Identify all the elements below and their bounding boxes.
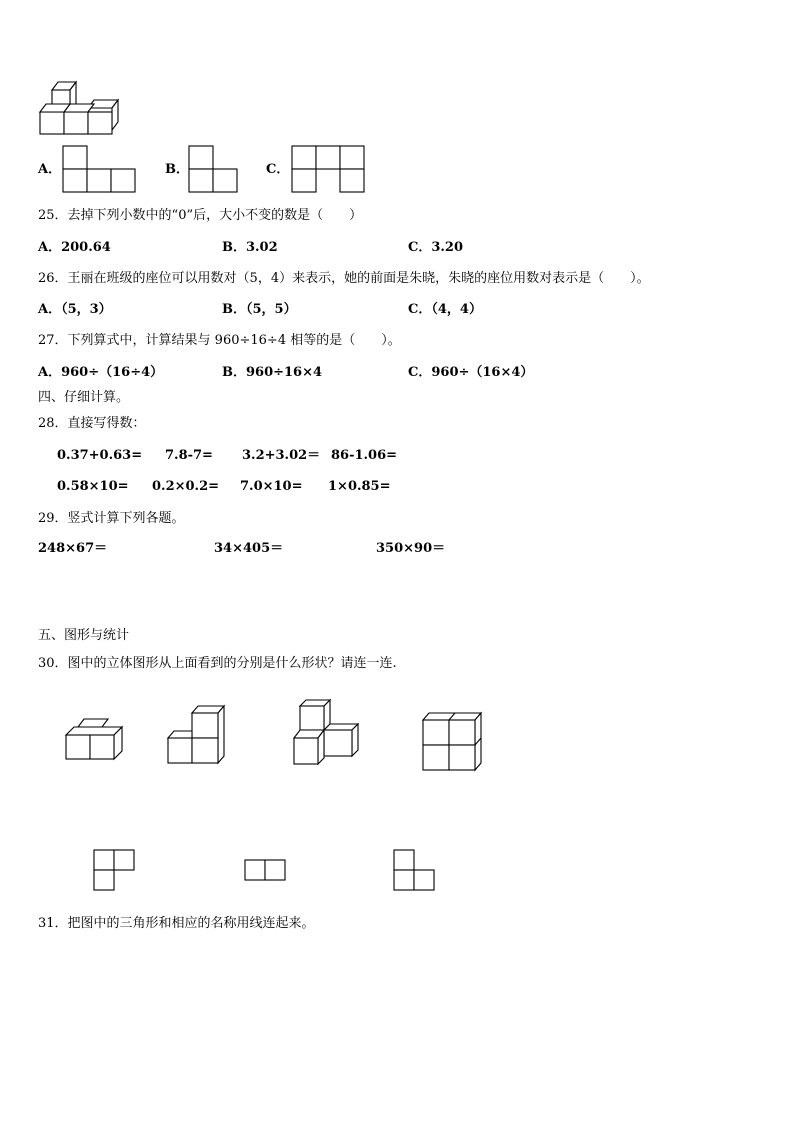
q28-item[interactable]: 0.2×0.2= [152, 479, 220, 494]
q26-option-a[interactable]: A．（5，3） [38, 302, 112, 317]
q28-item[interactable]: 3.2+3.02＝ [242, 448, 321, 463]
q28-item[interactable]: 0.37+0.63= [57, 448, 143, 463]
q29-item[interactable]: 248×67＝ [38, 541, 108, 556]
q30-top-view-2[interactable] [244, 859, 288, 883]
q24-option-c-label[interactable]: C． [266, 162, 290, 177]
q30-top-view-1[interactable] [93, 849, 137, 891]
q24-option-c-shape[interactable] [291, 145, 367, 193]
q28-item[interactable]: 86-1.06= [331, 448, 398, 463]
q27-option-b[interactable]: B．960÷16×4 [222, 365, 323, 380]
q26-option-c[interactable]: C．（4，4） [408, 302, 482, 317]
q28-item[interactable]: 0.58×10= [57, 479, 129, 494]
q28-item[interactable]: 7.8-7= [165, 448, 213, 463]
section-4-title: 四、仔细计算。 [38, 390, 130, 405]
q25-option-a[interactable]: A．200.64 [38, 240, 111, 255]
q31-stem: 31．把图中的三角形和相应的名称用线连起来。 [38, 916, 315, 931]
q30-top-view-3[interactable] [393, 849, 437, 891]
q30-solid-4[interactable] [421, 711, 485, 773]
q27-option-c[interactable]: C．960÷（16×4） [408, 365, 534, 380]
q29-item[interactable]: 350×90＝ [376, 541, 446, 556]
q25-stem: 25．去掉下列小数中的“0”后，大小不变的数是（ ） [38, 208, 363, 223]
q29-stem: 29．竖式计算下列各题。 [38, 511, 185, 526]
q30-solid-3[interactable] [292, 698, 362, 768]
q25-option-c[interactable]: C．3.20 [408, 240, 464, 255]
q28-stem: 28．直接写得数： [38, 416, 146, 431]
section-5-title: 五、图形与统计 [38, 628, 130, 643]
q27-stem: 27．下列算式中，计算结果与 960÷16÷4 相等的是（ ）。 [38, 333, 401, 348]
q28-item[interactable]: 1×0.85= [328, 479, 391, 494]
q24-option-b-shape[interactable] [188, 145, 240, 193]
q29-item[interactable]: 34×405＝ [214, 541, 284, 556]
q24-option-a-label[interactable]: A． [38, 162, 62, 177]
q24-option-a-shape[interactable] [62, 145, 138, 193]
q27-option-a[interactable]: A．960÷（16÷4） [38, 365, 164, 380]
q24-option-b-label[interactable]: B． [165, 162, 189, 177]
q26-option-b[interactable]: B．（5，5） [222, 302, 297, 317]
q30-stem: 30．图中的立体图形从上面看到的分别是什么形状？请连一连. [38, 656, 397, 671]
q26-stem: 26．王丽在班级的座位可以用数对（5，4）来表示，她的前面是朱晓，朱晓的座位用数对表示是（ ）。 [38, 271, 650, 286]
q28-item[interactable]: 7.0×10= [240, 479, 303, 494]
q25-option-b[interactable]: B．3.02 [222, 240, 278, 255]
q30-solid-1[interactable] [64, 717, 126, 763]
q24-solid-figure [38, 80, 122, 138]
q30-solid-2[interactable] [166, 704, 228, 766]
